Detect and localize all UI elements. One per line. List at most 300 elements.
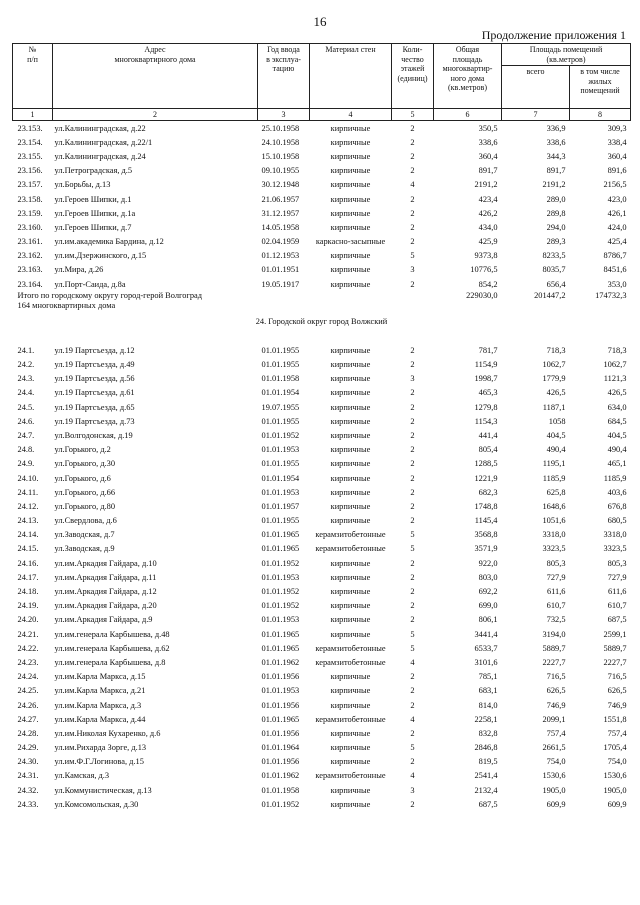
row-floors: 3 [410,374,415,384]
row-floors: 4 [410,771,415,781]
row-number: 24.31. [17,771,39,781]
row-area-living: 634,0 [607,402,627,412]
row-floors: 3 [410,785,415,795]
row-year: 01.01.1956 [261,672,300,682]
row-number: 24.29. [17,743,39,753]
row-year: 19.05.1917 [261,279,300,289]
table-row [13,135,631,149]
row-number: 24.1. [17,345,35,355]
row-area-living: 425,4 [607,237,627,247]
row-number: 23.161. [17,237,43,247]
table-row [13,797,631,811]
total-area-living-value: 174732,3 [595,291,627,301]
row-material: кирпичные [330,416,371,426]
row-material: кирпичные [330,166,371,176]
row-address: ул.им.Аркадия Гайдара, д.9 [54,615,153,625]
row-material: керамзитобетонные [315,643,386,653]
total-area-value: 229030,0 [466,291,498,301]
row-material: кирпичные [330,388,371,398]
row-number: 24.32. [17,785,39,795]
header-num: № п/п [13,44,53,109]
row-number: 24.25. [17,686,39,696]
row-floors: 2 [410,194,415,204]
row-area-living: 716,5 [607,672,627,682]
row-number: 24.4. [17,388,35,398]
row-floors: 2 [410,360,415,370]
row-total-area: 819,5 [478,757,498,767]
row-area-all: 289,0 [546,194,566,204]
row-floors: 2 [410,208,415,218]
row-area-all: 1058 [548,416,566,426]
row-area-all: 2099,1 [542,714,566,724]
row-address: ул.им.генерала Карбышева, д.48 [54,629,170,639]
table-row [13,149,631,163]
row-area-living: 426,5 [607,388,627,398]
row-area-living: 309,3 [607,123,627,133]
row-floors: 2 [410,501,415,511]
row-number: 24.27. [17,714,39,724]
row-area-all: 3323,5 [542,544,566,554]
row-year: 01.01.1965 [261,714,300,724]
row-area-living: 754,0 [607,757,627,767]
row-year: 01.01.1962 [261,657,300,667]
row-number: 24.15. [17,544,39,554]
row-area-all: 1062,7 [542,360,566,370]
row-area-all: 891,7 [546,166,566,176]
row-total-area: 854,2 [478,279,498,289]
row-number: 24.10. [17,473,39,483]
row-total-area: 3568,8 [474,530,498,540]
row-area-living: 3323,5 [603,544,627,554]
row-address: ул.им.Карла Маркса, д.44 [54,714,146,724]
row-area-all: 1779,9 [542,374,566,384]
row-number: 24.26. [17,700,39,710]
row-total-area: 6533,7 [474,643,498,653]
row-year: 31.12.1957 [261,208,300,218]
row-material: кирпичные [330,430,371,440]
row-number: 24.21. [17,629,39,639]
row-year: 01.01.1952 [261,430,300,440]
row-material: кирпичные [330,672,371,682]
row-address: ул.им.Ф.Г.Логинова, д.15 [54,757,144,767]
row-material: кирпичные [330,345,371,355]
table-row [13,627,631,641]
row-area-living: 1905,0 [603,785,627,795]
row-number: 23.155. [17,151,43,161]
row-material: кирпичные [330,629,371,639]
header-year: Год ввода в эксплуа- тацию [258,44,310,109]
row-floors: 4 [410,180,415,190]
row-area-living: 3318,0 [603,530,627,540]
continuation-title: Продолжение приложения 1 [481,28,626,42]
section-title: 24. Городской округ город Волжский [255,317,388,327]
row-floors: 2 [410,151,415,161]
row-floors: 2 [410,601,415,611]
row-year: 01.01.1955 [261,459,300,469]
row-floors: 2 [410,237,415,247]
row-address: ул.им.генерала Карбышева, д.62 [54,643,170,653]
row-address: ул.19 Партсъезда, д.56 [54,374,135,384]
row-year: 01.01.1953 [261,686,300,696]
row-total-area: 692,2 [478,587,498,597]
row-address: ул.Коммунистическая, д.13 [54,785,152,795]
row-total-area: 1154,3 [474,416,498,426]
row-material: кирпичные [330,445,371,455]
total-row [13,291,631,317]
row-address: ул.Героев Шипки, д.1 [54,194,132,204]
table-row [13,121,631,136]
row-address: ул.Калининградская, д.24 [54,151,146,161]
table-row [13,698,631,712]
table-row [13,192,631,206]
total-section [13,291,631,343]
table-row [13,584,631,598]
row-total-area: 1748,8 [474,501,498,511]
row-total-area: 350,5 [478,123,498,133]
row-material: кирпичные [330,360,371,370]
row-area-living: 891,6 [607,166,627,176]
row-area-living: 338,4 [607,137,627,147]
row-area-all: 404,5 [546,430,566,440]
row-address: ул.Горького, д.80 [54,501,116,511]
row-year: 01.01.1954 [261,388,300,398]
row-total-area: 683,1 [478,686,498,696]
row-address: ул.им.Аркадия Гайдара, д.12 [54,587,157,597]
table-row [13,528,631,542]
row-address: ул.им.Карла Маркса, д.3 [54,700,142,710]
column-number: 5 [392,109,434,121]
row-area-all: 2227,7 [542,657,566,667]
row-floors: 5 [410,251,415,261]
row-year: 01.01.1952 [261,799,300,809]
row-floors: 2 [410,416,415,426]
row-total-area: 360,4 [478,151,498,161]
row-floors: 2 [410,473,415,483]
row-year: 01.01.1957 [261,501,300,511]
table-row [13,220,631,234]
row-number: 23.154. [17,137,43,147]
row-material: кирпичные [330,123,371,133]
row-address: ул.им.Дзержинского, д.15 [54,251,147,261]
row-floors: 2 [410,572,415,582]
row-area-living: 426,1 [607,208,627,218]
row-number: 24.20. [17,615,39,625]
header-area-group: Площадь помещений (кв.метров) [502,44,631,66]
housing-table [12,43,631,811]
total-label: Итого по городскому округу город-герой Волгоград 164 многоквартирных дома [17,291,203,311]
row-address: ул.им.Аркадия Гайдара, д.20 [54,601,157,611]
row-floors: 2 [410,757,415,767]
row-year: 01.01.1956 [261,757,300,767]
row-address: ул.Заводская, д.7 [54,530,115,540]
row-year: 01.01.1964 [261,743,300,753]
row-area-all: 609,9 [546,799,566,809]
row-area-all: 732,5 [546,615,566,625]
table-row [13,726,631,740]
row-material: кирпичные [330,516,371,526]
row-floors: 4 [410,657,415,667]
row-floors: 2 [410,615,415,625]
table-row [13,769,631,783]
row-area-all: 754,0 [546,757,566,767]
row-floors: 2 [410,445,415,455]
row-address: ул.Калининградская, д.22/1 [54,137,153,147]
row-area-all: 289,8 [546,208,566,218]
row-number: 23.153. [17,123,43,133]
total-area-all-value: 201447,2 [534,291,566,301]
row-material: кирпичные [330,757,371,767]
row-total-area: 2541,4 [474,771,498,781]
row-area-living: 1121,3 [603,374,627,384]
row-material: кирпичные [330,700,371,710]
row-address: ул.19 Партсъезда, д.73 [54,416,135,426]
row-material: кирпичные [330,374,371,384]
row-material: кирпичные [330,587,371,597]
row-material: керамзитобетонные [315,530,386,540]
row-floors: 5 [410,544,415,554]
header-total-area: Общая площадь многоквартир- ного дома (кв.метров) [434,44,502,109]
row-area-all: 746,9 [546,700,566,710]
row-floors: 2 [410,672,415,682]
table-row [13,386,631,400]
row-area-all: 718,3 [546,345,566,355]
row-floors: 4 [410,714,415,724]
table-row [13,556,631,570]
row-total-area: 781,7 [478,345,498,355]
row-address: ул.Горького, д.66 [54,487,116,497]
row-total-area: 3441,4 [474,629,498,639]
row-area-all: 656,4 [546,279,566,289]
row-number: 23.158. [17,194,43,204]
row-address: ул.им.Аркадия Гайдара, д.10 [54,558,157,568]
row-year: 01.12.1953 [261,251,300,261]
row-material: кирпичные [330,615,371,625]
row-address: ул.им.академика Бардина, д.12 [54,237,164,247]
row-area-living: 360,4 [607,151,627,161]
table-body-part2 [13,343,631,811]
row-total-area: 805,4 [478,445,498,455]
row-address: ул.Комсомольская, д.30 [54,799,139,809]
table-row [13,249,631,263]
row-area-living: 403,6 [607,487,627,497]
row-total-area: 1154,9 [474,360,498,370]
row-year: 01.01.1954 [261,473,300,483]
row-number: 24.17. [17,572,39,582]
row-area-all: 1530,6 [542,771,566,781]
row-total-area: 687,5 [478,799,498,809]
row-year: 01.01.1962 [261,771,300,781]
row-area-all: 344,3 [546,151,566,161]
row-floors: 2 [410,388,415,398]
row-floors: 2 [410,686,415,696]
row-number: 24.18. [17,587,39,597]
row-year: 01.01.1953 [261,487,300,497]
row-area-all: 490,4 [546,445,566,455]
row-area-living: 611,6 [607,587,627,597]
column-number: 6 [434,109,502,121]
row-area-all: 1648,6 [542,501,566,511]
table-row [13,655,631,669]
row-material: кирпичные [330,473,371,483]
row-year: 01.01.1953 [261,572,300,582]
row-number: 24.2. [17,360,35,370]
row-total-area: 699,0 [478,601,498,611]
row-address: ул.им.генерала Карбышева, д.8 [54,657,166,667]
table-row [13,641,631,655]
row-area-living: 5889,7 [603,643,627,653]
row-year: 25.10.1958 [261,123,300,133]
row-floors: 5 [410,743,415,753]
row-number: 24.8. [17,445,35,455]
row-area-all: 716,5 [546,672,566,682]
row-year: 30.12.1948 [261,180,300,190]
row-total-area: 1221,9 [474,473,498,483]
row-area-living: 718,3 [607,345,627,355]
header-material: Материал стен [310,44,392,109]
row-area-living: 2599,1 [603,629,627,639]
row-total-area: 814,0 [478,700,498,710]
row-floors: 2 [410,222,415,232]
row-total-area: 1288,5 [474,459,498,469]
row-address: ул.Свердлова, д.6 [54,516,117,526]
row-address: ул.Волгодонская, д.19 [54,430,133,440]
row-area-all: 757,4 [546,728,566,738]
row-material: кирпичные [330,558,371,568]
row-area-living: 404,5 [607,430,627,440]
row-address: ул.Борьбы, д.13 [54,180,111,190]
row-area-living: 424,0 [607,222,627,232]
row-total-area: 832,8 [478,728,498,738]
table-row [13,471,631,485]
table-row [13,235,631,249]
row-area-all: 336,9 [546,123,566,133]
row-year: 01.01.1958 [261,785,300,795]
row-material: кирпичные [330,728,371,738]
row-area-all: 8233,5 [542,251,566,261]
row-material: кирпичные [330,459,371,469]
row-floors: 2 [410,728,415,738]
row-material: кирпичные [330,572,371,582]
row-material: керамзитобетонные [315,657,386,667]
row-area-all: 3194,0 [542,629,566,639]
column-number: 3 [258,109,310,121]
row-floors: 2 [410,799,415,809]
row-total-area: 425,9 [478,237,498,247]
row-year: 01.01.1952 [261,587,300,597]
row-number: 24.22. [17,643,39,653]
row-area-all: 294,0 [546,222,566,232]
row-material: керамзитобетонные [315,714,386,724]
row-total-area: 434,0 [478,222,498,232]
row-area-all: 2661,5 [542,743,566,753]
row-year: 01.01.1965 [261,629,300,639]
row-area-all: 611,6 [546,587,566,597]
row-total-area: 3571,9 [474,544,498,554]
row-area-all: 1195,1 [542,459,566,469]
row-address: ул.Горького, д.2 [54,445,111,455]
row-total-area: 338,6 [478,137,498,147]
row-address: ул.Порт-Саида, д.8а [54,279,126,289]
row-address: ул.им.Николая Кухаренко, д.6 [54,728,161,738]
row-material: каркасно-засыпные [315,237,386,247]
row-number: 24.12. [17,501,39,511]
table-row [13,570,631,584]
table-row [13,343,631,357]
row-year: 01.01.1955 [261,345,300,355]
row-address: ул.Мира, д.26 [54,265,104,275]
table-row [13,542,631,556]
row-area-living: 1185,9 [603,473,627,483]
row-year: 01.01.1952 [261,558,300,568]
row-number: 24.24. [17,672,39,682]
row-floors: 2 [410,700,415,710]
row-number: 23.160. [17,222,43,232]
row-floors: 5 [410,629,415,639]
row-area-living: 746,9 [607,700,627,710]
row-total-area: 1998,7 [474,374,498,384]
row-material: кирпичные [330,279,371,289]
row-total-area: 10776,5 [470,265,498,275]
row-address: ул.19 Партсъезда, д.65 [54,402,135,412]
row-number: 24.9. [17,459,35,469]
row-number: 23.159. [17,208,43,218]
row-area-all: 1051,6 [542,516,566,526]
row-area-living: 490,4 [607,445,627,455]
table-row [13,414,631,428]
row-area-all: 338,6 [546,137,566,147]
table-row [13,428,631,442]
row-area-living: 1705,4 [603,743,627,753]
row-area-all: 727,9 [546,572,566,582]
row-number: 23.157. [17,180,43,190]
row-total-area: 806,1 [478,615,498,625]
row-total-area: 922,0 [478,558,498,568]
row-area-all: 1905,0 [542,785,566,795]
table-row [13,443,631,457]
row-address: ул.Калининградская, д.22 [54,123,146,133]
row-number: 24.19. [17,601,39,611]
row-material: керамзитобетонные [315,771,386,781]
row-area-living: 8451,6 [603,265,627,275]
table-row [13,712,631,726]
table-row [13,357,631,371]
row-address: ул.Камская, д.3 [54,771,110,781]
table-row [13,755,631,769]
row-floors: 2 [410,587,415,597]
row-year: 21.06.1957 [261,194,300,204]
table-row [13,178,631,192]
row-number: 24.13. [17,516,39,526]
row-material: кирпичные [330,402,371,412]
row-total-area: 785,1 [478,672,498,682]
row-area-living: 609,9 [607,799,627,809]
row-area-all: 1185,9 [542,473,566,483]
header-area-living: в том числе жилых помещений [570,66,631,109]
table-row [13,599,631,613]
row-number: 24.33. [17,799,39,809]
row-number: 24.11. [17,487,39,497]
column-number: 7 [502,109,570,121]
header-area-all: всего [502,66,570,109]
row-material: кирпичные [330,487,371,497]
row-total-area: 423,4 [478,194,498,204]
row-number: 24.3. [17,374,35,384]
row-material: кирпичные [330,180,371,190]
row-area-all: 625,8 [546,487,566,497]
header-floors: Коли- чество этажей (единиц) [392,44,434,109]
row-address: ул.им.Карла Маркса, д.21 [54,686,146,696]
row-year: 01.01.1955 [261,360,300,370]
